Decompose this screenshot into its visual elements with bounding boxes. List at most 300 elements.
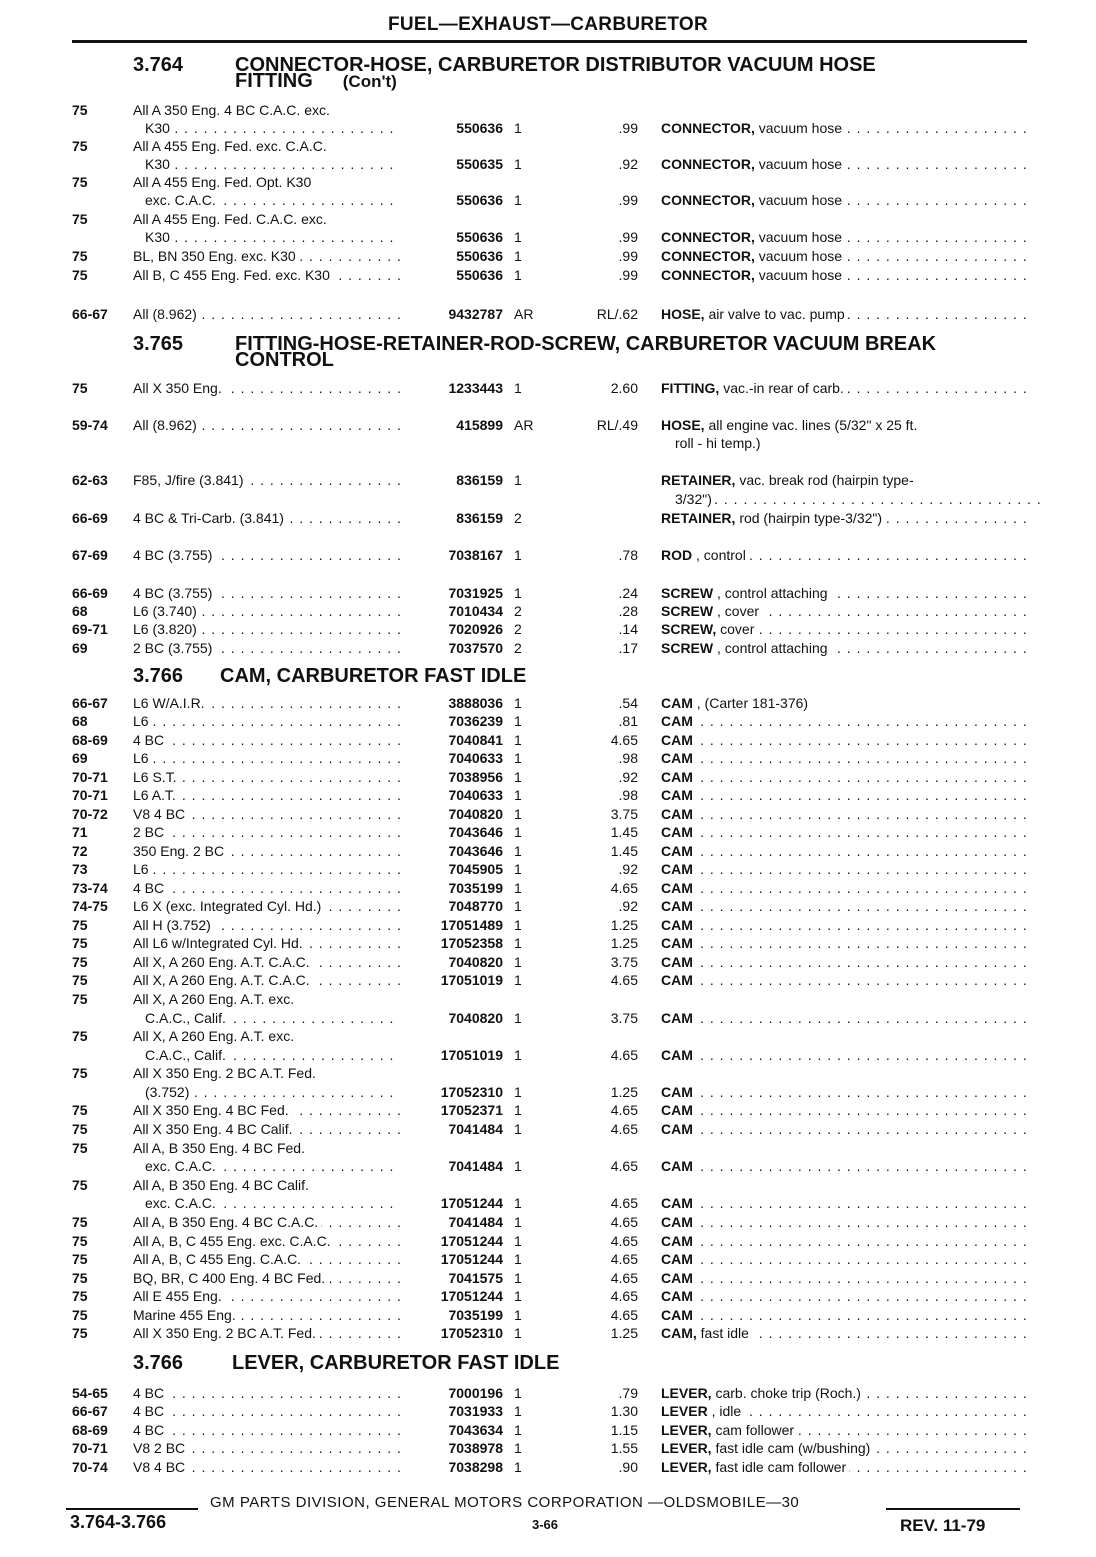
description-text: L6 A.T. [133, 787, 179, 803]
price: 1.25 [610, 1084, 638, 1100]
parts-row [0, 879, 1096, 897]
part-name-keyword: CONNECTOR, [661, 192, 755, 208]
price: 4.65 [610, 972, 638, 988]
part-number: 7031925 [448, 585, 503, 601]
price: 1.55 [610, 1440, 638, 1456]
part-name-keyword: CAM [661, 1270, 693, 1286]
part-name-detail: , idle [711, 1403, 742, 1419]
parts-row [0, 1402, 1096, 1420]
part-name-text [661, 306, 848, 322]
description-text: V8 4 BC [133, 1459, 188, 1475]
description-text: All A, B, C 455 Eng. exc. C.A.C. [133, 1233, 334, 1249]
description-text: All A, B 350 Eng. 4 BC Calif. [133, 1177, 312, 1193]
section-number: 3.766 [133, 665, 184, 687]
year-range: 72 [72, 843, 88, 859]
application-description [133, 1384, 400, 1402]
quantity: 1 [514, 248, 522, 264]
parts-row [0, 1139, 1096, 1157]
part-name [661, 1287, 1026, 1305]
part-name [661, 1046, 1026, 1064]
description-text: exc. C.A.C. [145, 1158, 219, 1174]
parts-row [0, 786, 1096, 804]
title-rule [72, 40, 1027, 43]
parts-row [0, 805, 1096, 823]
part-name-detail: carb. choke trip (Roch.) [715, 1385, 861, 1401]
description-text: 4 BC [133, 1385, 167, 1401]
year-range: 70-71 [72, 769, 108, 785]
quantity: 1 [514, 880, 522, 896]
description-text: 4 BC & Tri-Carb. (3.841) [133, 510, 287, 526]
part-name-keyword: CAM [661, 824, 693, 840]
application-description [133, 916, 400, 934]
part-name-text [661, 824, 696, 840]
part-name-detail: vacuum hose [758, 120, 843, 136]
part-name-keyword: CAM [661, 1102, 693, 1118]
part-number: 17051489 [440, 917, 503, 933]
year-range: 75 [72, 1233, 88, 1249]
part-number: 550635 [456, 156, 503, 172]
price: .17 [618, 640, 638, 656]
price: 1.25 [610, 935, 638, 951]
part-name-keyword: LEVER [661, 1403, 708, 1419]
price: 4.65 [610, 1307, 638, 1323]
part-name-text [661, 1214, 696, 1230]
description-text: 4 BC [133, 732, 167, 748]
part-name [661, 1101, 1026, 1119]
description-text: All X 350 Eng. [133, 380, 225, 396]
part-name [661, 620, 1026, 638]
part-name-keyword: CAM [661, 1084, 693, 1100]
year-range: 68-69 [72, 1422, 108, 1438]
application-description [133, 1139, 400, 1157]
parts-row [0, 173, 1096, 191]
part-name-text [675, 491, 715, 507]
part-name-text [661, 380, 847, 396]
quantity: 1 [514, 1195, 522, 1211]
quantity: AR [514, 306, 534, 322]
description-text: 2 BC [133, 824, 167, 840]
description-text: All A 455 Eng. Fed. C.A.C. exc. [133, 211, 330, 227]
quantity: 1 [514, 787, 522, 803]
application-description [133, 471, 400, 489]
description-text: 4 BC [133, 1403, 167, 1419]
price: 1.25 [610, 917, 638, 933]
quantity: 1 [514, 1233, 522, 1249]
part-name-detail: vac.-in rear of carb. [723, 380, 844, 396]
part-number: 7048770 [448, 898, 503, 914]
description-text: All H (3.752) [133, 917, 214, 933]
quantity: 1 [514, 1403, 522, 1419]
part-name-keyword: CAM, [661, 1325, 697, 1341]
quantity: 1 [514, 1459, 522, 1475]
quantity: 1 [514, 824, 522, 840]
application-description [133, 584, 400, 602]
quantity: AR [514, 417, 534, 433]
part-name-keyword: CAM [661, 1121, 693, 1137]
price: .79 [618, 1385, 638, 1401]
part-name [661, 897, 1026, 915]
description-text: 4 BC (3.755) [133, 547, 215, 563]
description-text: 4 BC (3.755) [133, 585, 215, 601]
part-number: 17051019 [440, 1047, 503, 1063]
year-range: 75 [72, 1288, 88, 1304]
part-name-detail: , control attaching [717, 640, 828, 656]
part-name [661, 731, 1026, 749]
part-name [661, 471, 1026, 489]
price: 1.15 [610, 1422, 638, 1438]
year-range: 66-69 [72, 510, 108, 526]
year-range: 75 [72, 1028, 88, 1044]
part-name-detail: cam follower [715, 1422, 795, 1438]
year-range: 74-75 [72, 898, 108, 914]
part-name-keyword: CAM [661, 917, 693, 933]
part-name-text [661, 1121, 696, 1137]
part-name-text [661, 621, 757, 637]
application-description [133, 416, 400, 434]
year-range: 69 [72, 750, 88, 766]
part-name-text [661, 510, 885, 526]
quantity: 1 [514, 1102, 522, 1118]
part-number: 7043646 [448, 824, 503, 840]
part-number: 7020926 [448, 621, 503, 637]
parts-row [0, 191, 1096, 209]
year-range: 70-71 [72, 787, 108, 803]
parts-row [0, 1176, 1096, 1194]
description-text: All (8.962) [133, 306, 200, 322]
parts-row [0, 1324, 1096, 1342]
part-name-keyword: RETAINER, [661, 472, 736, 488]
quantity: 2 [514, 510, 522, 526]
parts-row [0, 490, 1096, 508]
year-range: 68 [72, 713, 88, 729]
footer-section-range: 3.764-3.766 [70, 1512, 167, 1532]
footer-rule-left [66, 1508, 198, 1510]
part-name-text [661, 1422, 797, 1438]
section-number: 3.765 [133, 333, 184, 355]
year-range: 75 [72, 211, 88, 227]
year-range: 75 [72, 1140, 88, 1156]
part-name [675, 434, 1040, 452]
year-range: 62-63 [72, 472, 108, 488]
part-name [661, 379, 1026, 397]
application-description [133, 1232, 400, 1250]
part-name [661, 971, 1026, 989]
description-text: All B, C 455 Eng. Fed. exc. K30 [133, 267, 333, 283]
application-description [133, 1250, 400, 1268]
part-number: 7038167 [448, 547, 503, 563]
part-number: 7045905 [448, 861, 503, 877]
price: .99 [618, 248, 638, 264]
year-range: 75 [72, 917, 88, 933]
parts-row [0, 1157, 1096, 1175]
description-text: All X 350 Eng. 2 BC A.T. Fed. [133, 1325, 319, 1341]
part-name-keyword: CAM [661, 732, 693, 748]
description-text: L6 (3.820) [133, 621, 200, 637]
year-range: 75 [72, 972, 88, 988]
parts-row [0, 602, 1096, 620]
section-title: LEVER, CARBURETOR FAST IDLE [232, 1352, 560, 1374]
parts-row [0, 934, 1096, 952]
application-description [133, 768, 400, 786]
part-name-detail: , cover [717, 603, 760, 619]
section-number: 3.766 [133, 1352, 184, 1374]
description-text: BL, BN 350 Eng. exc. K30 [133, 248, 299, 264]
part-name-text [661, 787, 696, 803]
application-description [133, 786, 400, 804]
price: 3.75 [610, 954, 638, 970]
description-text: L6 S.T. [133, 769, 180, 785]
part-name [661, 934, 1026, 952]
part-number: 17052358 [440, 935, 503, 951]
parts-row [0, 1439, 1096, 1457]
description-text: K30 [145, 156, 173, 172]
footer-page-number: 3-66 [532, 1517, 559, 1532]
application-description [145, 119, 400, 137]
parts-row [0, 860, 1096, 878]
price: .92 [618, 898, 638, 914]
part-name-text [661, 1307, 696, 1323]
year-range: 75 [72, 174, 88, 190]
parts-row [0, 639, 1096, 657]
parts-row [0, 509, 1096, 527]
description-text: 350 Eng. 2 BC [133, 843, 227, 859]
parts-row [0, 620, 1096, 638]
application-description [133, 247, 400, 265]
part-name-keyword: CAM [661, 843, 693, 859]
parts-row [0, 155, 1096, 173]
description-text: K30 [145, 120, 173, 136]
part-number: 1233443 [448, 380, 503, 396]
price: .28 [618, 603, 638, 619]
part-name-detail: cover [720, 621, 755, 637]
price: RL/.49 [596, 417, 638, 433]
quantity: 1 [514, 750, 522, 766]
part-name-text [661, 713, 696, 729]
description-text: exc. C.A.C. [145, 192, 219, 208]
part-name-keyword: CAM [661, 695, 693, 711]
application-description [133, 731, 400, 749]
part-name-keyword: CAM [661, 769, 693, 785]
part-name [661, 694, 1026, 712]
parts-row [0, 584, 1096, 602]
section-title-line2: CONTROL [235, 349, 334, 371]
quantity: 1 [514, 1385, 522, 1401]
part-name-detail: vacuum hose [758, 156, 843, 172]
price: .81 [618, 713, 638, 729]
application-description [133, 1120, 400, 1138]
parts-row [0, 1064, 1096, 1082]
year-range: 75 [72, 102, 88, 118]
part-name-detail: vacuum hose [758, 229, 843, 245]
part-name [661, 916, 1026, 934]
price: 4.65 [610, 1233, 638, 1249]
quantity: 1 [514, 472, 522, 488]
section-title-cont-word: FITTING [235, 70, 313, 92]
part-name-keyword: CONNECTOR, [661, 267, 755, 283]
part-name-text [661, 1084, 696, 1100]
part-name [661, 509, 1026, 527]
quantity: 1 [514, 1251, 522, 1267]
parts-row [0, 953, 1096, 971]
part-number: 7000196 [448, 1385, 503, 1401]
quantity: 1 [514, 1214, 522, 1230]
part-number: 7010434 [448, 603, 503, 619]
description-text: All A 455 Eng. Fed. Opt. K30 [133, 174, 314, 190]
quantity: 1 [514, 732, 522, 748]
year-range: 68-69 [72, 732, 108, 748]
part-name-keyword: SCREW, [661, 621, 717, 637]
part-name-text [661, 1459, 849, 1475]
part-name-keyword: CAM [661, 1307, 693, 1323]
part-number: 550636 [456, 267, 503, 283]
part-number: 17051244 [440, 1195, 503, 1211]
part-name-text [661, 843, 696, 859]
section-title: CAM, CARBURETOR FAST IDLE [220, 665, 527, 687]
part-name-detail: vacuum hose [758, 192, 843, 208]
part-name [661, 191, 1026, 209]
application-description [133, 266, 400, 284]
part-name-keyword: CAM [661, 1195, 693, 1211]
quantity: 1 [514, 1084, 522, 1100]
part-name-keyword: CAM [661, 935, 693, 951]
part-number: 7043646 [448, 843, 503, 859]
description-text: L6 X (exc. Integrated Cyl. Hd.) [133, 898, 324, 914]
parts-row [0, 768, 1096, 786]
parts-row [0, 1194, 1096, 1212]
year-range: 75 [72, 991, 88, 1007]
part-number: 7036239 [448, 713, 503, 729]
section-title: FITTING-HOSE-RETAINER-ROD-SCREW, CARBURETOR VACUUM BREAK [235, 333, 937, 355]
year-range: 75 [72, 935, 88, 951]
description-text: All X 350 Eng. 2 BC A.T. Fed. [133, 1065, 319, 1081]
part-name-text [661, 267, 845, 283]
description-text: All (8.962) [133, 417, 200, 433]
year-range: 75 [72, 1251, 88, 1267]
price: 4.65 [610, 1195, 638, 1211]
description-text: L6 [133, 750, 152, 766]
parts-row [0, 1458, 1096, 1476]
application-description [133, 1402, 400, 1420]
quantity: 1 [514, 695, 522, 711]
part-name-text [661, 1233, 696, 1249]
parts-row [0, 990, 1096, 1008]
price: 3.75 [610, 1010, 638, 1026]
section-title-line2 [235, 70, 397, 92]
price: .98 [618, 787, 638, 803]
part-name-text [661, 1288, 696, 1304]
description-text: C.A.C., Calif. [145, 1047, 229, 1063]
quantity: 2 [514, 640, 522, 656]
part-name-keyword: CAM [661, 1251, 693, 1267]
parts-row [0, 1120, 1096, 1138]
parts-row [0, 1083, 1096, 1101]
part-name-text [661, 547, 749, 563]
quantity: 1 [514, 1121, 522, 1137]
parts-row [0, 1027, 1096, 1045]
part-number: 17051019 [440, 972, 503, 988]
part-number: 550636 [456, 229, 503, 245]
part-name-detail: all engine vac. lines (5/32" x 25 ft. [708, 417, 918, 433]
part-name [661, 879, 1026, 897]
quantity: 1 [514, 1422, 522, 1438]
price: .14 [618, 621, 638, 637]
year-range: 68 [72, 603, 88, 619]
footer-revision: REV. 11-79 [900, 1516, 986, 1535]
quantity: 1 [514, 1440, 522, 1456]
application-description [133, 137, 400, 155]
part-name [661, 1250, 1026, 1268]
part-name [661, 1083, 1026, 1101]
part-number: 7031933 [448, 1403, 503, 1419]
part-name-text [661, 750, 696, 766]
parts-row [0, 1269, 1096, 1287]
part-number: 17051244 [440, 1288, 503, 1304]
quantity: 1 [514, 843, 522, 859]
year-range: 73-74 [72, 880, 108, 896]
quantity: 1 [514, 917, 522, 933]
part-name [661, 247, 1026, 265]
application-description [133, 1421, 400, 1439]
application-description [133, 1306, 400, 1324]
description-text: All A 455 Eng. Fed. exc. C.A.C. [133, 138, 330, 154]
part-name [661, 1120, 1026, 1138]
section-number: 3.764 [133, 54, 184, 76]
part-name-detail: roll - hi temp.) [675, 435, 761, 451]
year-range: 75 [72, 1214, 88, 1230]
parts-row [0, 119, 1096, 137]
year-range: 69-71 [72, 621, 108, 637]
part-name [661, 266, 1026, 284]
page-title: FUEL—EXHAUST—CARBURETOR [387, 14, 709, 35]
part-name-text [661, 769, 696, 785]
part-name [661, 1324, 1026, 1342]
part-name-keyword: CAM [661, 1233, 693, 1249]
part-number: 836159 [456, 510, 503, 526]
part-name-keyword: SCREW [661, 603, 714, 619]
part-name-text [661, 1047, 696, 1063]
year-range: 75 [72, 248, 88, 264]
application-description [145, 1194, 400, 1212]
year-range: 70-72 [72, 806, 108, 822]
quantity: 1 [514, 156, 522, 172]
price: 1.30 [610, 1403, 638, 1419]
quantity: 1 [514, 861, 522, 877]
part-name-text [661, 1325, 752, 1341]
description-text: All A 350 Eng. 4 BC C.A.C. exc. [133, 102, 333, 118]
part-number: 7041484 [448, 1214, 503, 1230]
application-description [133, 546, 400, 564]
part-name-text [661, 861, 696, 877]
application-description [133, 805, 400, 823]
year-range: 66-67 [72, 695, 108, 711]
part-name-text [661, 229, 845, 245]
part-name-keyword: RETAINER, [661, 510, 736, 526]
parts-row [0, 1046, 1096, 1064]
description-text: All A, B, C 455 Eng. C.A.C. [133, 1251, 304, 1267]
part-name-keyword: CAM [661, 713, 693, 729]
quantity: 2 [514, 603, 522, 619]
part-name-keyword: CAM [661, 750, 693, 766]
price: 4.65 [610, 1047, 638, 1063]
parts-row [0, 137, 1096, 155]
part-name [661, 1232, 1026, 1250]
quantity: 1 [514, 1325, 522, 1341]
description-text: V8 4 BC [133, 806, 188, 822]
quantity: 1 [514, 547, 522, 563]
parts-row [0, 1287, 1096, 1305]
part-name [661, 1213, 1026, 1231]
application-description [133, 620, 400, 638]
